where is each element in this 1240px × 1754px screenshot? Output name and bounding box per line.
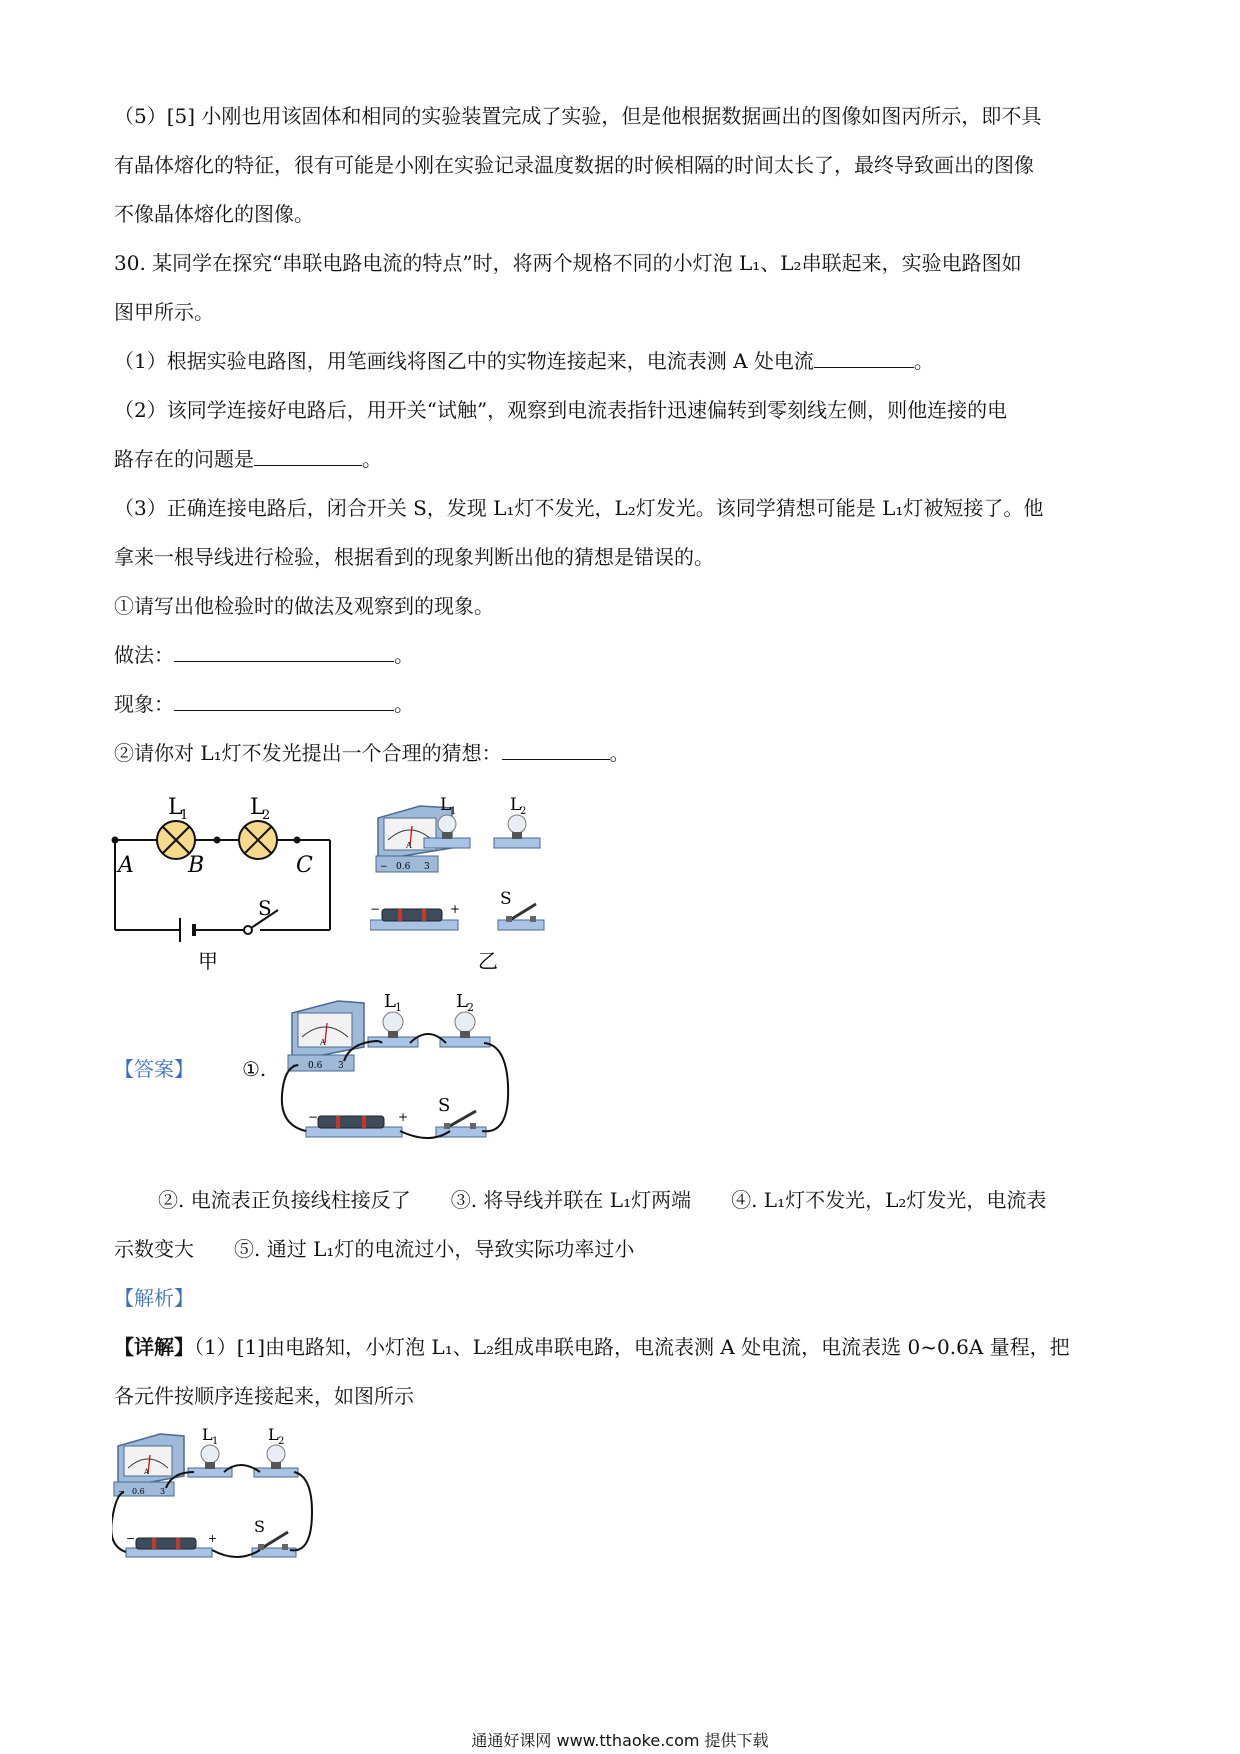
bulb-l1-label: L [384, 991, 396, 1012]
analysis-circuit-figure [112, 1420, 352, 1580]
terminal-minus: − [380, 862, 388, 872]
answer-line-2: ②. 电流表正负接线柱接反了 ③. 将导线并联在 L₁灯两端 ④. L₁灯不发光，L₂灯发光，电流表 [158, 1188, 1047, 1212]
answer-blank-guess[interactable] [502, 741, 610, 760]
switch-label: S [500, 889, 512, 909]
point-c-label: C [296, 853, 313, 878]
battery-icon [126, 1538, 212, 1557]
battery-icon [306, 1116, 402, 1137]
label-l1-sub: 1 [180, 808, 189, 823]
bulb-l2-label: L [268, 1425, 279, 1444]
q30-part3-line1: （3）正确连接电路后，闭合开关 S，发现 L₁灯不发光，L₂灯发光。该同学猜想可能是 L₁灯被短接了。他 [114, 496, 1044, 520]
method-label: 做法： [114, 643, 174, 667]
q29-5-line1: （5）[5] 小刚也用该固体和相同的实验装置完成了实验，但是他根据数据画出的图像如图丙所示，即不具 [114, 104, 1042, 128]
battery-plus: + [398, 1110, 409, 1124]
bulb-l2-icon [494, 815, 540, 848]
point-b-label: B [188, 853, 205, 878]
ammeter-icon [288, 1001, 364, 1071]
ammeter-a-label: A [144, 1468, 150, 1476]
q30-stem-line1: 30. 某同学在探究“串联电路电流的特点”时，将两个规格不同的小灯泡 L₁、L₂串联起来，实验电路图如 [114, 251, 1022, 275]
bulb-l1-icon [188, 1445, 232, 1477]
period: 。 [394, 643, 414, 667]
page-footer: 通通好课网 www.tthaoke.com 提供下载 [471, 1731, 769, 1750]
q30-part3-line2: 拿来一根导线进行检验，根据看到的现象判断出他的猜想是错误的。 [114, 545, 714, 569]
q30-sub2 [114, 741, 630, 765]
bulb-l2-label: L [456, 991, 468, 1012]
terminal-3: 3 [338, 1061, 344, 1071]
answer-circuit-figure [280, 985, 550, 1160]
bulb-l2-label: L [510, 795, 522, 815]
period: 。 [394, 692, 414, 716]
answer-blank-1[interactable] [814, 349, 914, 368]
q30-part2-line1: （2）该同学连接好电路后，用开关“试触”，观察到电流表指针迅速偏转到零刻线左侧，则他连接的电 [114, 398, 1008, 422]
battery-minus: − [126, 1532, 136, 1545]
q30-part2-line2 [114, 447, 382, 471]
q30-part2-text: 路存在的问题是 [114, 447, 254, 471]
battery-icon [370, 909, 458, 930]
phenomenon-label: 现象： [114, 692, 174, 716]
terminal-minus: − [118, 1487, 125, 1496]
answer-blank-phenomenon[interactable] [174, 692, 394, 711]
terminal-06: 0.6 [396, 862, 411, 872]
terminal-06: 0.6 [132, 1487, 145, 1496]
q30-sub2-text: ②请你对 L₁灯不发光提出一个合理的猜想： [114, 741, 502, 765]
battery-plus: + [450, 902, 461, 916]
answer-blank-2[interactable] [254, 447, 362, 466]
period: 。 [913, 349, 934, 373]
figure-yi-caption: 乙 [478, 949, 498, 973]
ammeter-icon [114, 1434, 184, 1496]
terminal-3: 3 [160, 1487, 166, 1496]
bulb-l1-label-sub: 1 [212, 1436, 219, 1447]
bulb-l2-label-sub: 2 [278, 1436, 285, 1447]
terminal-3: 3 [424, 862, 430, 872]
ammeter-a-label: A [406, 841, 412, 850]
terminal-minus: − [292, 1061, 300, 1071]
switch-label: S [254, 1517, 265, 1536]
answer-blank-method[interactable] [174, 643, 394, 662]
answer-line-3: 示数变大 ⑤. 通过 L₁灯的电流过小，导致实际功率过小 [114, 1237, 635, 1261]
components-figure-yi [370, 790, 620, 975]
q29-5-line3: 不像晶体熔化的图像。 [114, 202, 314, 226]
terminal-06: 0.6 [308, 1061, 323, 1071]
answer-tag: 【答案】 [114, 1057, 194, 1081]
bulb-l1-label: L [440, 795, 452, 815]
lamp-l2-symbol [239, 821, 277, 859]
switch-s-label: S [258, 896, 272, 920]
q30-sub1: ①请写出他检验时的做法及观察到的现象。 [114, 594, 494, 618]
period: 。 [609, 741, 630, 765]
detail-line-1 [114, 1335, 1070, 1359]
detail-text-1: （1）[1]由电路知，小灯泡 L₁、L₂组成串联电路，电流表测 A 处电流，电流表选 0~0.6A 量程，把 [194, 1335, 1070, 1359]
q30-stem-line2: 图甲所示。 [114, 300, 214, 324]
bulb-l1-label-sub: 1 [450, 806, 457, 817]
q30-part1 [114, 349, 934, 373]
analysis-tag: 【解析】 [114, 1286, 194, 1310]
bulb-l2-icon [440, 1012, 490, 1047]
battery-minus: − [370, 902, 381, 916]
bulb-l2-label-sub: 2 [467, 1001, 474, 1014]
ammeter-a-label: A [320, 1038, 326, 1047]
battery-plus: + [208, 1532, 218, 1545]
q30-phenomenon [114, 692, 414, 716]
q29-5-line2: 有晶体熔化的特征，很有可能是小刚在实验记录温度数据的时候相隔的时间太长了，最终导致画出的图像 [114, 153, 1034, 177]
q30-method [114, 643, 414, 667]
q30-part1-text: （1）根据实验电路图，用笔画线将图乙中的实物连接起来，电流表测 A 处电流 [114, 349, 814, 373]
answer-item-1: ①. [242, 1057, 267, 1081]
circuit-diagram-jia [100, 790, 350, 970]
label-l1: L [168, 795, 183, 820]
bulb-l1-label: L [202, 1425, 213, 1444]
detail-tag: 【详解】 [114, 1335, 194, 1359]
period: 。 [362, 447, 382, 471]
figure-jia-caption: 甲 [198, 949, 218, 970]
bulb-l2-icon [254, 1445, 298, 1477]
switch-label: S [438, 1095, 451, 1116]
point-a-label: A [118, 853, 134, 878]
detail-line-2: 各元件按顺序连接起来，如图所示 [114, 1384, 414, 1408]
bulb-l2-label-sub: 2 [520, 806, 527, 817]
label-l2-sub: 2 [262, 808, 271, 823]
bulb-l1-label-sub: 1 [395, 1001, 402, 1014]
battery-minus: − [308, 1110, 319, 1124]
label-l2: L [250, 795, 265, 820]
